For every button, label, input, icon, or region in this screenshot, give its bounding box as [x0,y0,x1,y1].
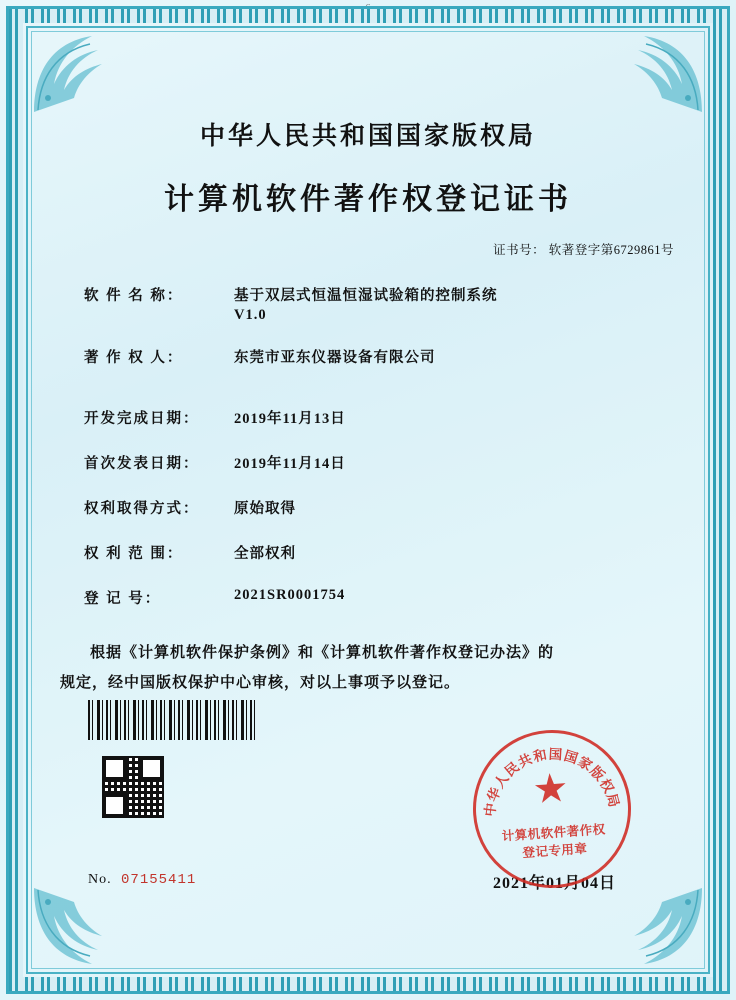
field-registration-number [84,587,680,608]
issuing-authority-title: 中华人民共和国国家版权局 [199,121,536,150]
statement-line-2: 规定，经中国版权保护中心审核，对以上事项予以登记。 [60,675,461,691]
serial-label: No. [88,872,112,887]
field-acquisition-method [84,497,680,518]
field-first-publish-date [84,452,680,473]
field-value: 2019年11月14日 [234,456,346,472]
field-label: 登 记 号： [84,591,162,607]
official-seal [468,725,637,894]
field-development-date [84,407,680,428]
qr-finder-icon [102,793,127,818]
seal-arc-label: 中华人民共和国国家版权局 [482,746,623,818]
software-version-value: V1.0 [234,307,267,323]
field-rights-scope [84,542,680,563]
field-label: 软 件 名 称： [84,288,184,304]
qr-code-icon [102,756,164,818]
field-value: 东莞市亚东仪器设备有限公司 [234,350,436,366]
code-block [88,700,268,818]
field-label: 首次发表日期： [84,456,200,472]
field-value: 全部权利 [234,546,296,562]
page-top-mark: 6 [365,2,371,14]
seal-line-1: 计算机软件著作权 [501,821,607,844]
field-label: 权利取得方式： [84,501,200,517]
field-value [234,284,680,324]
document-title: 计算机软件著作权登记证书 [164,182,572,217]
seal-star-icon: ★ [531,764,571,813]
field-software-name [84,284,680,324]
issue-date: 2021年01月04日 [492,875,616,892]
field-value: 2021SR0001754 [234,587,346,603]
field-copyright-owner [84,346,680,367]
certificate-number: 证书号： 软著登字第6729861号 [493,243,674,257]
serial-number [88,872,196,888]
software-name-value: 基于双层式恒温恒湿试验箱的控制系统 [234,288,498,304]
seal-line-2: 登记专用章 [521,840,588,861]
legal-statement [56,638,680,698]
field-label: 权 利 范 围： [84,546,184,562]
field-value: 原始取得 [234,501,296,517]
field-list [56,284,680,608]
statement-line-1: 根据《计算机软件保护条例》和《计算机软件著作权登记办法》的 [90,645,555,661]
field-label: 开发完成日期： [84,411,200,427]
field-label: 著 作 权 人： [84,350,184,366]
field-value: 2019年11月13日 [234,411,346,427]
barcode-icon [88,700,258,740]
serial-value: 07155411 [121,872,197,888]
